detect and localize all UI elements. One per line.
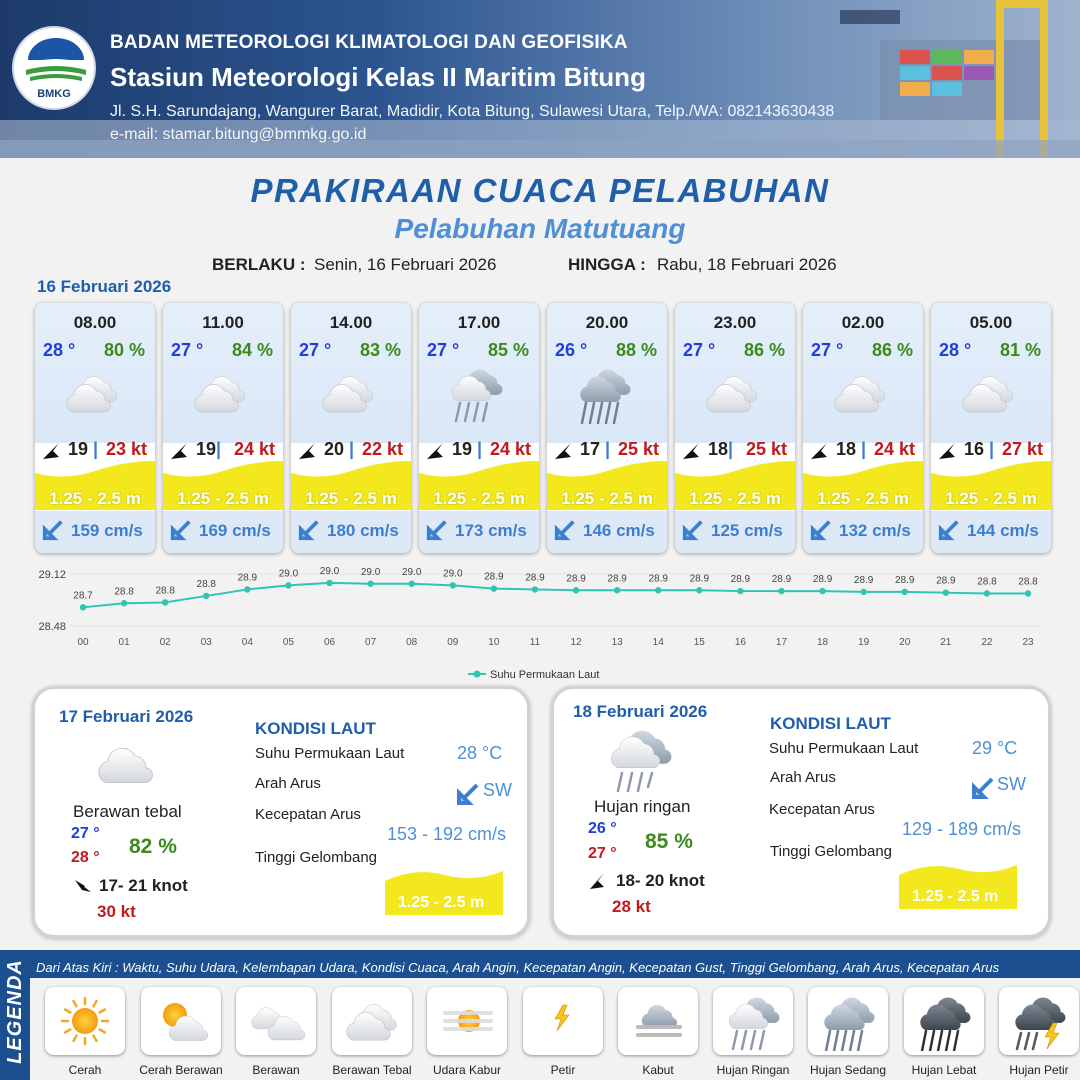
day3-gust: 28 kt (612, 897, 651, 916)
data-point (450, 582, 456, 588)
data-point (860, 589, 866, 595)
cerah-berawan-icon (149, 991, 213, 1051)
hujan-ringan-icon (721, 991, 785, 1051)
day2-dir-value: SW (483, 780, 512, 800)
legend-item-label: Hujan Petir (1009, 1063, 1069, 1077)
current-direction-icon (970, 775, 996, 801)
card-wind-separator: | (88, 439, 99, 459)
card-wind-separator: | (600, 439, 611, 459)
current-direction-icon (809, 518, 833, 542)
berawan-tebal-icon (956, 363, 1026, 428)
hourly-card (291, 303, 411, 553)
card-humidity: 81 % (999, 340, 1041, 360)
hourly-card (547, 303, 667, 553)
legend-item-label: Cerah (68, 1063, 102, 1077)
legend-item-label: Hujan Sedang (809, 1063, 887, 1077)
sst-series-line (83, 583, 1028, 607)
data-point (819, 588, 825, 594)
berawan-tebal-icon (700, 363, 770, 428)
legend-item (904, 987, 984, 1055)
data-label: 28.9 (730, 574, 751, 586)
day2-wave-label: Tinggi Gelombang (255, 849, 378, 866)
data-point (614, 587, 620, 593)
page-subtitle: Pelabuhan Matutuang (394, 213, 686, 244)
data-label: 28.9 (771, 574, 792, 586)
legend-item (45, 987, 125, 1055)
data-label: 28.9 (484, 571, 504, 583)
card-wind-separator: | (984, 439, 995, 459)
x-tick-label: 23 (1022, 637, 1034, 648)
card-gust: 25 kt (745, 439, 787, 459)
legend-item-label: Petir (550, 1063, 576, 1077)
card-wind-value: 18 (836, 439, 857, 459)
card-wave-height: 1.25 - 2.5 m (49, 489, 141, 508)
data-label: 28.9 (895, 574, 915, 586)
x-tick-label: 12 (570, 637, 582, 648)
berawan-tebal-icon (828, 363, 898, 428)
page-title: PRAKIRAAN CUACA PELABUHAN (250, 172, 830, 209)
berawan-tebal-icon (316, 363, 386, 428)
card-temperature: 27 ° (811, 340, 844, 360)
current-direction-icon (553, 518, 577, 542)
data-label: 29.0 (360, 566, 381, 578)
card-gust: 24 kt (873, 439, 915, 459)
card-temperature: 27 ° (299, 340, 332, 360)
day2-gust: 30 kt (97, 902, 136, 921)
card-time: 02.00 (841, 313, 885, 332)
day2-condition: Berawan tebal (73, 802, 182, 821)
day3-wave-value: 1.25 - 2.5 m (912, 888, 999, 905)
hourly-card (675, 303, 795, 553)
x-tick-label: 13 (611, 637, 623, 648)
data-point (573, 587, 579, 593)
data-label: 28.9 (812, 574, 833, 586)
station-name: Stasiun Meteorologi Kelas II Maritim Bitung (110, 62, 646, 92)
card-time: 14.00 (329, 313, 373, 332)
x-tick-label: 20 (899, 637, 911, 648)
x-tick-label: 03 (200, 637, 212, 648)
bmkg-logo-text: BMKG (37, 88, 71, 100)
hujan-ringan-icon (606, 725, 678, 797)
day3-panel (551, 686, 1051, 938)
berawan-tebal-icon (188, 363, 258, 428)
day2-date: 17 Februari 2026 (59, 707, 194, 726)
legend-item-label: Berawan (252, 1063, 300, 1077)
card-time: 08.00 (73, 313, 117, 332)
current-direction-icon (455, 781, 481, 807)
berawan-tebal-icon (60, 363, 130, 428)
data-label: 28.8 (196, 578, 216, 590)
day2-kondisi-title: KONDISI LAUT (255, 719, 376, 738)
card-humidity: 80 % (103, 340, 145, 360)
card-current-speed: 173 cm/s (455, 521, 527, 540)
card-wave-height: 1.25 - 2.5 m (177, 489, 269, 508)
hujan-sedang-icon (816, 991, 880, 1051)
data-label: 29.0 (401, 566, 422, 578)
day2-panel (32, 686, 530, 938)
data-point (203, 593, 209, 599)
data-point (408, 581, 414, 587)
data-point (244, 586, 250, 592)
data-point (1025, 590, 1031, 596)
legend-item (523, 987, 603, 1055)
card-temperature: 26 ° (555, 340, 588, 360)
card-wave-height: 1.25 - 2.5 m (945, 489, 1037, 508)
card-wave-height: 1.25 - 2.5 m (305, 489, 397, 508)
data-label: 28.9 (689, 573, 710, 585)
cerah-icon (53, 991, 117, 1051)
chart-legend (468, 669, 599, 681)
petir-icon (531, 991, 595, 1051)
card-time: 20.00 (585, 313, 629, 332)
card-wind-value: 19 (196, 439, 217, 459)
x-tick-label: 22 (981, 637, 993, 648)
hourly-card (35, 303, 155, 553)
card-gust: 22 kt (361, 439, 403, 459)
legend-item (141, 987, 221, 1055)
current-direction-icon (937, 518, 961, 542)
data-label: 28.9 (607, 573, 627, 585)
day3-temp-max: 27 ° (588, 845, 617, 862)
card-wind-separator: | (472, 439, 483, 459)
card-wind-value: 19 (452, 439, 473, 459)
day2-sst-value: 28 °C (457, 743, 503, 763)
hujan-petir-icon (1007, 991, 1071, 1051)
legend-item (808, 987, 888, 1055)
card-current-speed: 159 cm/s (71, 521, 143, 540)
card-humidity: 85 % (487, 340, 529, 360)
card-current-speed: 132 cm/s (839, 521, 911, 540)
hourly-card (931, 303, 1051, 553)
x-tick-label: 08 (406, 637, 418, 648)
y-tick-max: 29.12 (38, 569, 66, 581)
berawan-icon (244, 991, 308, 1051)
day3-speed-value: 129 - 189 cm/s (902, 819, 1022, 839)
day3-temp-min: 26 ° (588, 820, 617, 837)
legend-item-label: Hujan Lebat (911, 1063, 977, 1077)
day2-wave-value: 1.25 - 2.5 m (398, 894, 485, 911)
data-point (121, 600, 127, 606)
day2-humidity: 82 % (129, 835, 177, 858)
x-tick-label: 00 (77, 637, 89, 648)
day3-condition: Hujan ringan (594, 797, 691, 816)
card-wind-separator: | (728, 439, 734, 459)
day3-sst-value: 29 °C (972, 738, 1018, 758)
data-point (491, 585, 497, 591)
data-point (532, 586, 538, 592)
kabut-icon (626, 991, 690, 1051)
x-tick-label: 18 (817, 637, 829, 648)
card-current-speed: 125 cm/s (711, 521, 783, 540)
data-label: 28.7 (73, 590, 93, 602)
card-time: 11.00 (202, 313, 244, 332)
x-tick-label: 06 (323, 637, 336, 648)
day2-speed-label: Kecepatan Arus (255, 806, 361, 823)
day3-wave-label: Tinggi Gelombang (770, 843, 893, 860)
card-temperature: 27 ° (683, 340, 716, 360)
data-point (984, 590, 990, 596)
day2-sst-label: Suhu Permukaan Laut (255, 745, 405, 762)
station-email: e-mail: stamar.bitung@bmmkg.go.id (110, 126, 367, 143)
legend-description: Dari Atas Kiri : Waktu, Suhu Udara, Kelembapan Udara, Kondisi Cuaca, Arah Angin, Kecepatan Angin, Kecepatan Gust, Tinggi Gelombang, Arah Arus, Kecepatan Arus (36, 960, 1000, 975)
station-address: Jl. S.H. Sarundajang, Wangurer Barat, Madidir, Kota Bitung, Sulawesi Utara, Telp./WA: 082143630438 (110, 103, 835, 120)
x-tick-label: 05 (282, 637, 294, 648)
data-point (902, 589, 908, 595)
day2-temp-max: 28 ° (71, 849, 100, 866)
hourly-card (419, 303, 539, 553)
card-gust: 24 kt (489, 439, 531, 459)
valid-from-value: Senin, 16 Februari 2026 (314, 255, 497, 274)
card-gust: 24 kt (233, 439, 275, 459)
day3-humidity: 85 % (645, 830, 693, 853)
legend-item (618, 987, 698, 1055)
day2-speed-value: 153 - 192 cm/s (387, 824, 507, 844)
data-label: 28.9 (648, 573, 668, 585)
data-label: 28.8 (1018, 576, 1038, 588)
data-point (943, 589, 949, 595)
header-banner (0, 0, 1080, 158)
legend-item-label: Cerah Berawan (139, 1063, 223, 1077)
card-current-speed: 169 cm/s (199, 521, 271, 540)
day3-wind-speed: 18- 20 knot (616, 871, 705, 890)
legend-side-title (0, 950, 30, 1080)
card-temperature: 28 ° (939, 340, 972, 360)
current-direction-icon (169, 518, 193, 542)
legend-bar (0, 950, 1080, 1080)
bmkg-logo (12, 26, 96, 110)
card-wave-height: 1.25 - 2.5 m (817, 489, 909, 508)
data-point (367, 581, 373, 587)
card-current-speed: 144 cm/s (967, 521, 1039, 540)
valid-from-label: BERLAKU : (212, 255, 306, 274)
hujan-sedang-icon (572, 363, 642, 428)
card-humidity: 86 % (743, 340, 785, 360)
x-tick-label: 04 (241, 637, 253, 648)
x-tick-label: 02 (159, 637, 171, 648)
card-time: 23.00 (713, 313, 757, 332)
card-current-speed: 180 cm/s (327, 521, 399, 540)
legend-item (713, 987, 793, 1055)
data-point (285, 582, 291, 588)
data-label: 29.0 (443, 568, 463, 580)
card-temperature: 27 ° (427, 340, 460, 360)
data-label: 28.9 (566, 573, 586, 585)
data-label: 28.8 (155, 585, 175, 597)
card-temperature: 28 ° (43, 340, 76, 360)
data-label: 28.9 (853, 574, 874, 586)
data-label: 28.8 (977, 576, 997, 588)
data-label: 28.9 (237, 572, 258, 584)
data-label: 28.9 (936, 575, 956, 587)
day3-speed-label: Kecepatan Arus (769, 801, 875, 818)
day2-wind-speed: 17- 21 knot (99, 876, 188, 895)
berawan-tebal-icon (340, 991, 404, 1051)
x-tick-label: 17 (775, 637, 788, 648)
x-tick-label: 10 (488, 637, 500, 648)
legend-item (236, 987, 316, 1055)
day1-date: 16 Februari 2026 (37, 277, 172, 296)
legend-item-label: Berawan Tebal (332, 1063, 412, 1077)
day2-temp-min: 27 ° (71, 825, 100, 842)
org-name: BADAN METEOROLOGI KLIMATOLOGI DAN GEOFISIKA (110, 32, 628, 53)
current-direction-icon (425, 518, 449, 542)
hujan-ringan-icon (444, 363, 514, 428)
current-direction-icon (41, 518, 65, 542)
data-point (162, 599, 168, 605)
udara-kabur-icon (435, 991, 499, 1051)
legend-title: LEGENDA (4, 959, 26, 1064)
legend-item (999, 987, 1079, 1055)
legend-item (332, 987, 412, 1055)
day3-sst-label: Suhu Permukaan Laut (769, 740, 919, 757)
data-label: 29.0 (278, 568, 299, 580)
legend-item-label: Hujan Ringan (716, 1063, 790, 1077)
wind-direction-icon (73, 876, 93, 896)
valid-to-label: HINGGA : (568, 255, 646, 274)
card-humidity: 84 % (231, 340, 273, 360)
x-tick-label: 11 (529, 637, 541, 648)
sst-chart (0, 560, 1080, 690)
data-label: 28.8 (114, 586, 134, 598)
card-humidity: 86 % (871, 340, 913, 360)
card-humidity: 88 % (615, 340, 657, 360)
current-direction-icon (681, 518, 705, 542)
legend-label: Suhu Permukaan Laut (490, 669, 600, 681)
card-gust: 27 kt (1001, 439, 1043, 459)
day3-kondisi-title: KONDISI LAUT (770, 714, 891, 733)
hourly-card (803, 303, 923, 553)
card-humidity: 83 % (359, 340, 401, 360)
hourly-card (163, 303, 283, 553)
wind-direction-icon (588, 871, 608, 891)
data-point (326, 580, 332, 586)
legend-item-label: Kabut (642, 1063, 674, 1077)
hujan-lebat-icon (912, 991, 976, 1051)
legend-item (427, 987, 507, 1055)
valid-to-value: Rabu, 18 Februari 2026 (657, 255, 837, 274)
card-wind-separator: | (856, 439, 867, 459)
card-time: 05.00 (969, 313, 1013, 332)
day3-dir-label: Arah Arus (770, 769, 836, 786)
data-point (696, 587, 702, 593)
x-tick-label: 19 (858, 637, 870, 648)
data-label: 28.9 (525, 572, 545, 584)
day3-dir-value: SW (997, 774, 1026, 794)
x-tick-label: 15 (693, 637, 705, 648)
card-wind-separator: | (216, 439, 222, 459)
legend-items (30, 978, 1080, 1080)
card-gust: 25 kt (617, 439, 659, 459)
day2-dir-label: Arah Arus (255, 775, 321, 792)
legend-marker (474, 671, 481, 678)
data-point (778, 588, 784, 594)
card-wind-value: 20 (324, 439, 345, 459)
card-wave-height: 1.25 - 2.5 m (433, 489, 525, 508)
data-point (737, 588, 743, 594)
x-tick-label: 21 (940, 637, 952, 648)
card-wind-value: 19 (68, 439, 89, 459)
data-point (655, 587, 661, 593)
x-tick-label: 14 (652, 637, 664, 648)
card-wind-value: 18 (708, 439, 729, 459)
card-current-speed: 146 cm/s (583, 521, 655, 540)
card-temperature: 27 ° (171, 340, 204, 360)
y-tick-min: 28.48 (38, 621, 66, 633)
card-wind-separator: | (344, 439, 355, 459)
x-tick-label: 09 (447, 637, 459, 648)
data-label: 29.0 (319, 565, 340, 577)
day3-date: 18 Februari 2026 (573, 702, 708, 721)
legend-item-label: Udara Kabur (432, 1063, 502, 1077)
current-direction-icon (297, 518, 321, 542)
card-wind-value: 17 (580, 439, 601, 459)
card-wave-height: 1.25 - 2.5 m (561, 489, 653, 508)
x-tick-label: 07 (365, 637, 377, 648)
card-time: 17.00 (457, 313, 501, 332)
data-point (80, 604, 86, 610)
card-gust: 23 kt (105, 439, 147, 459)
x-tick-label: 01 (118, 637, 130, 648)
card-wave-height: 1.25 - 2.5 m (689, 489, 781, 508)
berawan-tebal-icon (93, 737, 157, 795)
x-tick-label: 16 (734, 637, 746, 648)
card-wind-value: 16 (964, 439, 985, 459)
